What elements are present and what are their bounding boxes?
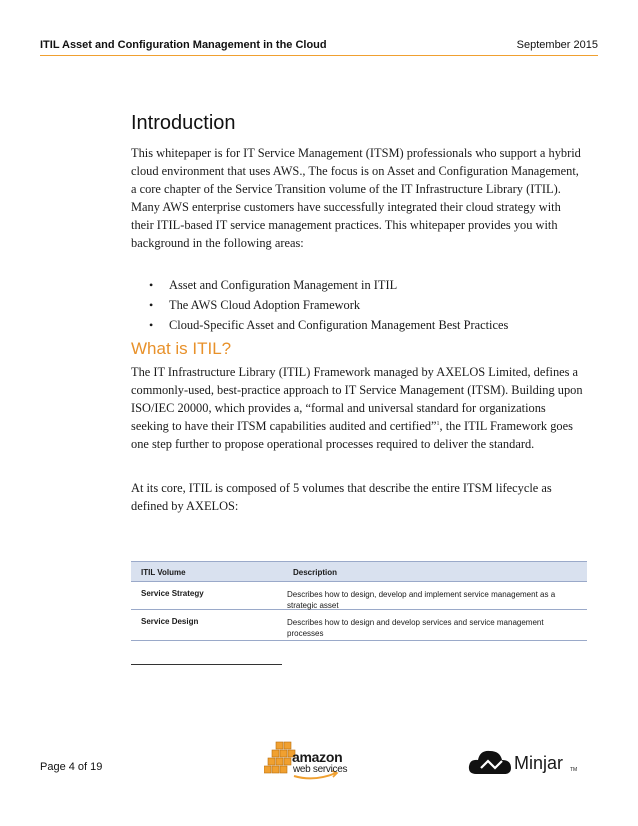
table-cell-description: Describes how to design, develop and implement service management as a strategic asset xyxy=(287,590,556,610)
list-item xyxy=(149,315,589,335)
minjar-cloud-icon xyxy=(468,744,512,778)
itil-volumes-table xyxy=(131,561,587,641)
footnote-separator xyxy=(131,664,282,665)
header-rule xyxy=(40,55,598,56)
list-item xyxy=(149,295,589,315)
introduction-bullet-list xyxy=(149,275,589,335)
minjar-trademark: TM xyxy=(570,767,578,773)
list-item xyxy=(149,275,589,295)
minjar-logo-text: Minjar xyxy=(514,753,564,773)
what-is-itil-paragraph xyxy=(131,364,586,454)
table-row xyxy=(131,582,587,610)
table-cell-description: Describes how to design and develop services and service management processes xyxy=(287,618,544,638)
itil-volumes-paragraph: At its core, ITIL is composed of 5 volumes that describe the entire ITSM lifecycle as defined by AXELOS: xyxy=(131,481,552,513)
column-header-volume: ITIL Volume xyxy=(141,568,186,577)
table-cell-volume: Service Strategy xyxy=(141,589,204,598)
bullet-icon: • xyxy=(149,278,154,292)
bullet-icon: • xyxy=(149,318,154,332)
footnote-reference[interactable]: 1 xyxy=(436,420,440,427)
list-item-text: Asset and Configuration Management in ITIL xyxy=(169,278,398,292)
list-item-text: Cloud-Specific Asset and Configuration Management Best Practices xyxy=(169,318,509,332)
aws-logo-subtext: web services xyxy=(293,764,348,775)
table-row xyxy=(131,610,587,641)
document-title: ITIL Asset and Configuration Management in the Cloud xyxy=(40,39,327,51)
aws-logo-text: amazon xyxy=(292,749,343,765)
table-header xyxy=(131,561,587,582)
list-item-text: The AWS Cloud Adoption Framework xyxy=(169,298,361,312)
column-header-description: Description xyxy=(293,568,338,577)
bullet-icon: • xyxy=(149,298,154,312)
introduction-paragraph: This whitepaper is for IT Service Management (ITSM) professionals who support a hybrid cloud environment that uses AWS., The focus is on Asset and Configuration Management, a core chapter of the Service Transition volume of the IT Infrastructure Library (ITIL). Many AWS enterprise customers have successfully integrated their cloud strategy with their ITIL-based IT service management practices. This whitepaper provides you with background in the following areas: xyxy=(131,146,581,250)
page-number: Page 4 of 19 xyxy=(40,761,103,773)
paragraph-text: , the ITIL Framework goes one step further to propose operational processes required to deliver the standard. xyxy=(131,418,573,451)
table-cell-volume: Service Design xyxy=(141,617,199,626)
page-header xyxy=(40,34,598,56)
document-date: September 2015 xyxy=(516,39,598,51)
paragraph-text: The IT Infrastructure Library (ITIL) Framework managed by AXELOS Limited, defines a commonly-used, best-practice approach to IT Service Management (ITSM). Building upon ISO/IEC 20000, which provides a, “formal and universal standard for organizations seeking to have their ITSM capabilities audited and certified” xyxy=(131,365,583,433)
introduction-heading: Introduction xyxy=(131,112,236,134)
what-is-itil-heading: What is ITIL? xyxy=(131,339,232,358)
